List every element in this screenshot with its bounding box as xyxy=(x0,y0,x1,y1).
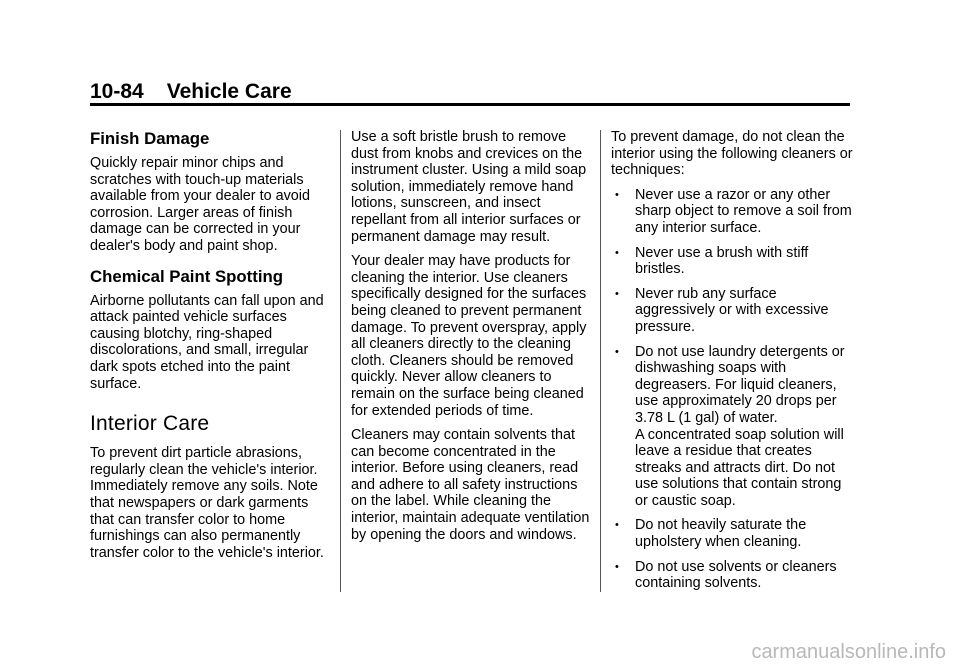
column-right xyxy=(611,129,856,600)
list-item-text-extra: A concentrated soap solution will leave a residue that creates streaks and attracts dirt. Do not use solutions that contain strong or caustic soap. xyxy=(635,426,844,509)
list-item xyxy=(611,559,856,592)
interior-care-heading: Interior Care xyxy=(90,412,210,436)
chemical-spotting-heading: Chemical Paint Spotting xyxy=(90,266,284,286)
bullet-icon: • xyxy=(615,560,619,573)
list-item-text: Do not use solvents or cleaners containing solvents. xyxy=(635,558,837,592)
page-number: 10-84 xyxy=(90,80,144,103)
watermark: carmanualsonline.info xyxy=(751,641,946,663)
bullet-icon: • xyxy=(615,287,619,300)
bullet-icon: • xyxy=(615,188,619,201)
column-divider xyxy=(340,130,341,592)
list-item-text: Never use a brush with stiff bristles. xyxy=(635,244,809,278)
column-middle xyxy=(351,129,596,551)
column-divider xyxy=(600,130,601,592)
page-header xyxy=(90,80,292,104)
bullet-icon: • xyxy=(615,345,619,358)
list-item-text: Do not heavily saturate the upholstery when cleaning. xyxy=(635,517,807,551)
cleaning-bullet-list xyxy=(611,187,856,592)
list-item xyxy=(611,517,856,550)
section-title: Vehicle Care xyxy=(166,80,292,103)
list-item-text: Never rub any surface aggressively or with excessive pressure. xyxy=(635,285,829,335)
list-item xyxy=(611,344,856,510)
paragraph: Use a soft bristle brush to remove dust from knobs and crevices on the instrument cluster. Using a mild soap solution, immediately remove hand lotions, sunscreen, and insect repellant from all interior surfaces or permanent damage may result. xyxy=(351,129,587,245)
list-item xyxy=(611,286,856,336)
cleaning-intro: To prevent damage, do not clean the interior using the following cleaners or techniques: xyxy=(611,129,853,179)
bullet-icon: • xyxy=(615,519,619,532)
finish-damage-heading: Finish Damage xyxy=(90,129,210,148)
chemical-spotting-text: Airborne pollutants can fall upon and attack painted vehicle surfaces causing blotchy, ring-shaped discolorations, and small, irregular dark spots etched into the paint surface. xyxy=(90,292,324,392)
finish-damage-text: Quickly repair minor chips and scratches with touch-up materials available from your dealer to avoid corrosion. Larger areas of finish damage can be corrected in your dealer's body and paint shop. xyxy=(90,155,310,254)
list-item xyxy=(611,245,856,278)
list-item-text: Never use a razor or any other sharp object to remove a soil from any interior surface. xyxy=(635,186,852,236)
interior-care-text: To prevent dirt particle abrasions, regularly clean the vehicle's interior. Immediately remove any soils. Note that newspapers or dark garments that can transfer color to home furnishings can also permanently transfer color to the vehicle's interior. xyxy=(90,445,324,561)
list-item-text: Do not use laundry detergents or dishwashing soaps with degreasers. For liquid cleaners, use approximately 20 drops per 3.78 L (1 gal) of water. xyxy=(635,343,845,426)
bullet-icon: • xyxy=(615,246,619,259)
header-rule xyxy=(90,103,850,106)
column-left xyxy=(90,129,330,561)
list-item xyxy=(611,187,856,237)
paragraph: Your dealer may have products for cleaning the interior. Use cleaners specifically designed for the surfaces being cleaned to prevent permanent damage. To prevent overspray, apply all cleaners directly to the cleaning cloth. Cleaners should be removed quickly. Never allow cleaners to remain on the surface being cleaned for extended periods of time. xyxy=(351,253,587,419)
paragraph: Cleaners may contain solvents that can become concentrated in the interior. Before using cleaners, read and adhere to all safety instructions on the label. While cleaning the interior, maintain adequate ventilation by opening the doors and windows. xyxy=(351,427,590,543)
